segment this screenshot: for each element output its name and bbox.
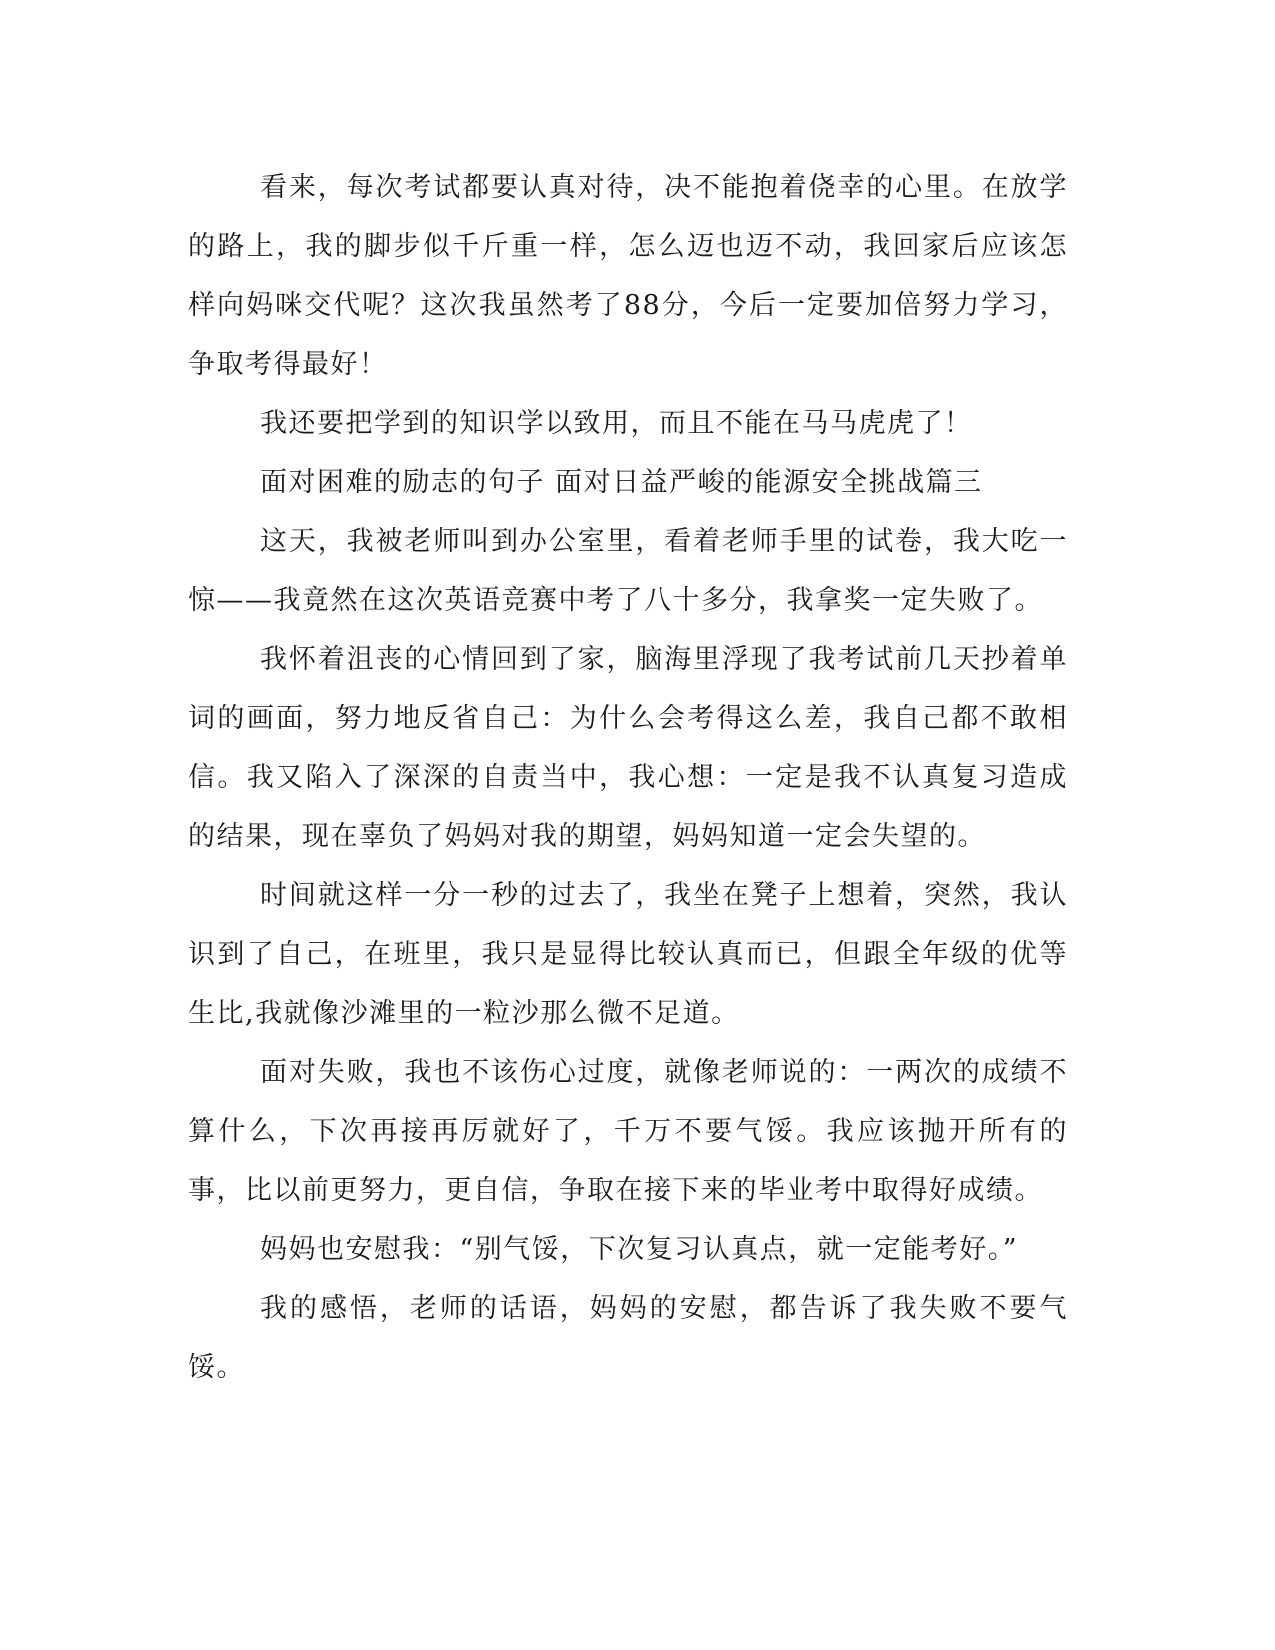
paragraph-5: 时间就这样一分一秒的过去了，我坐在凳子上想着，突然，我认识到了自己，在班里，我只是显得比较认真而已，但跟全年级的优等生比,我就像沙滩里的一粒沙那么微不足道。: [188, 880, 1068, 1029]
paragraph-7: 妈妈也安慰我：“别气馁，下次复习认真点，就一定能考好。”: [260, 1234, 1019, 1265]
paragraph-6: 面对失败，我也不该伤心过度，就像老师说的：一两次的成绩不算什么，下次再接再厉就好了，千万不要气馁。我应该抛开所有的事，比以前更努力，更自信，争取在接下来的毕业考中取得好成绩。: [188, 1057, 1068, 1206]
section-heading: 面对困难的励志的句子 面对日益严峻的能源安全挑战篇三: [260, 467, 983, 498]
paragraph-4: 我怀着沮丧的心情回到了家，脑海里浮现了我考试前几天抄着单词的画面，努力地反省自己：为什么会考得这么差，我自己都不敢相信。我又陷入了深深的自责当中，我心想：一定是我不认真复习造成的结果，现在辜负了妈妈对我的期望，妈妈知道一定会失望的。: [188, 644, 1068, 852]
paragraph-1: 看来，每次考试都要认真对待，决不能抱着侥幸的心里。在放学的路上，我的脚步似千斤重一样，怎么迈也迈不动，我回家后应该怎样向妈咪交代呢？这次我虽然考了88分，今后一定要加倍努力学习，争取考得最好！: [188, 172, 1068, 380]
paragraph-2: 我还要把学到的知识学以致用，而且不能在马马虎虎了！: [260, 408, 973, 439]
paragraph-8: 我的感悟，老师的话语，妈妈的安慰，都告诉了我失败不要气馁。: [188, 1293, 1068, 1383]
document-body: [188, 158, 1068, 1397]
paragraph-3: 这天，我被老师叫到办公室里，看着老师手里的试卷，我大吃一惊——我竟然在这次英语竞赛中考了八十多分，我拿奖一定失败了。: [188, 526, 1068, 616]
